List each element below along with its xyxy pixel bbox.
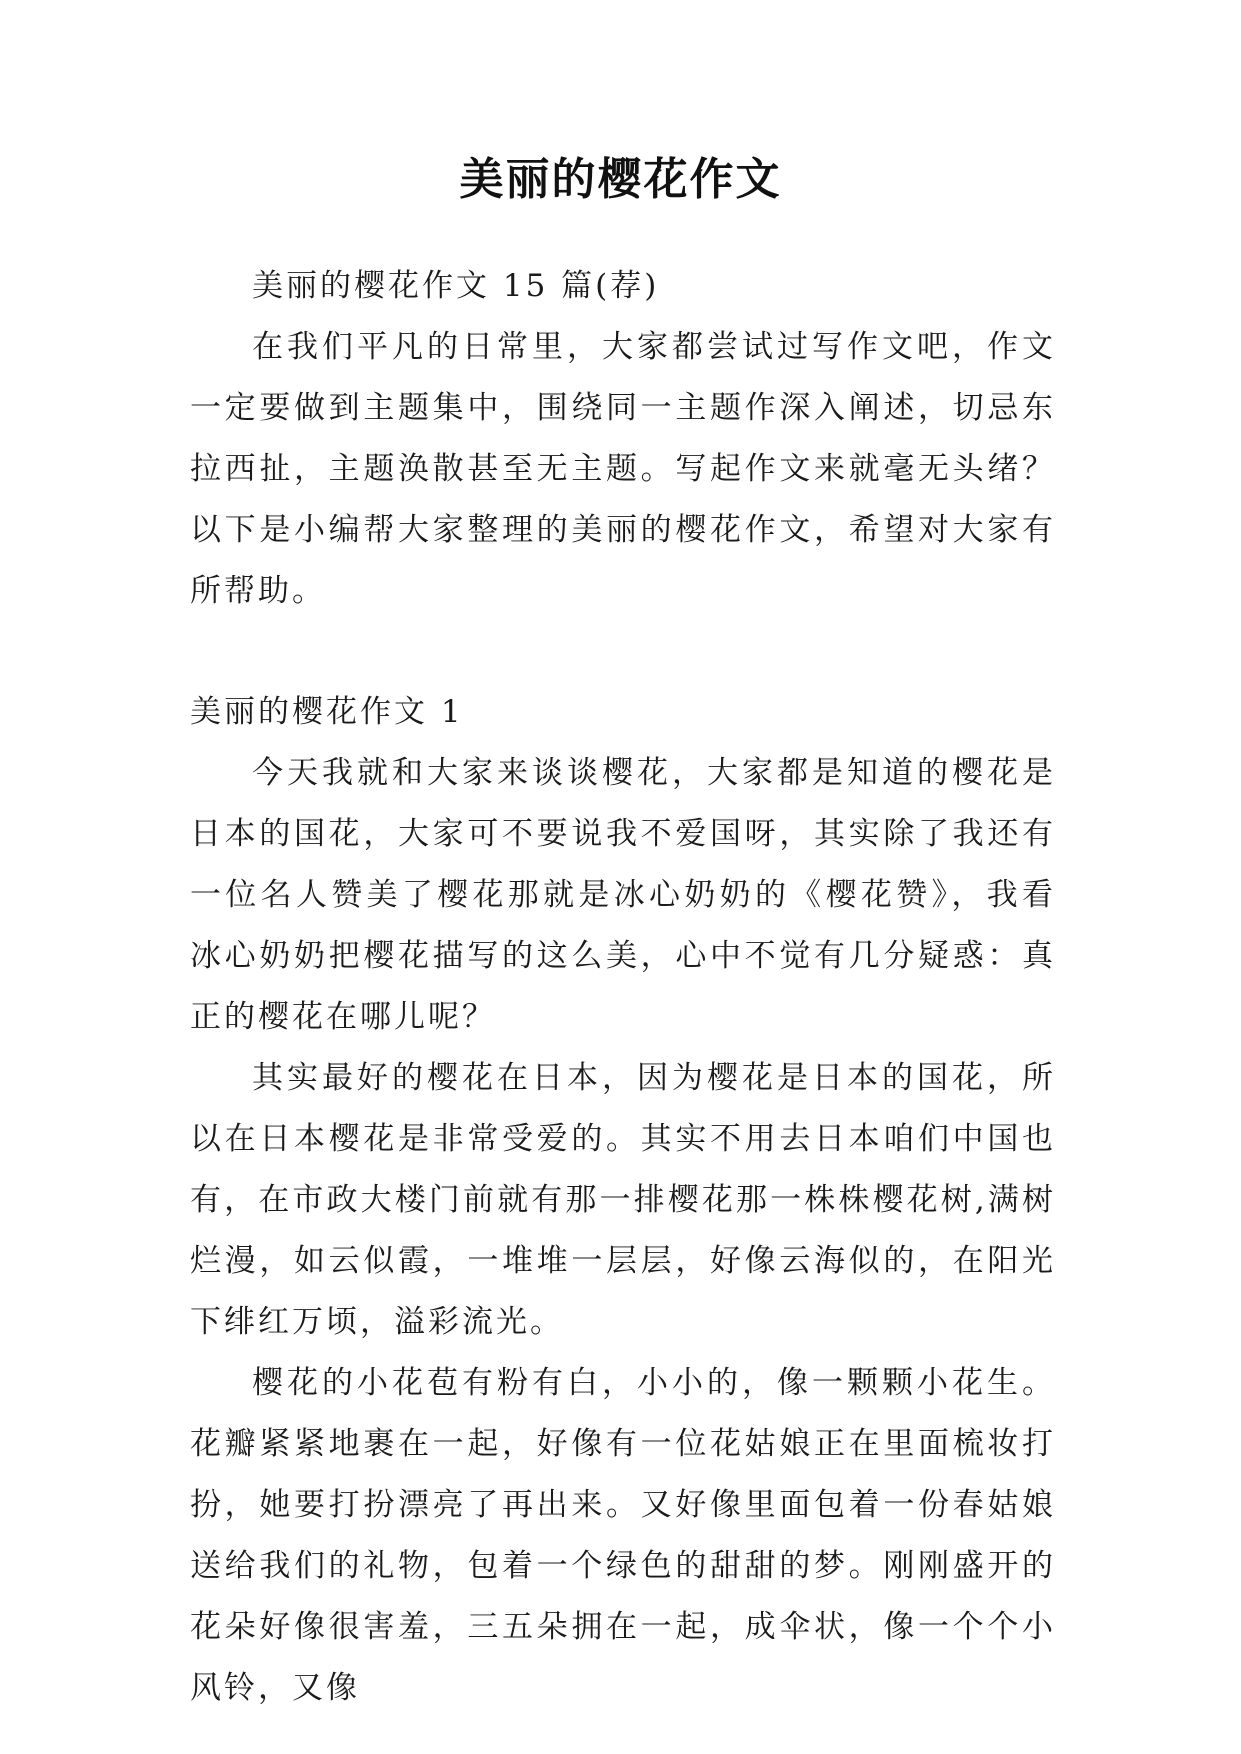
body-paragraph-1: 今天我就和大家来谈谈樱花，大家都是知道的樱花是日本的国花，大家可不要说我不爱国呀，其实除了我还有一位名人赞美了樱花那就是冰心奶奶的《樱花赞》，我看冰心奶奶把樱花描写的这么美，心中不觉有几分疑惑：真正的樱花在哪儿呢？	[190, 755, 1056, 1035]
document-title: 美丽的樱花作文	[459, 154, 782, 205]
section-heading: 美丽的樱花作文 1	[190, 694, 464, 730]
section-spacer	[190, 622, 1056, 682]
body-paragraph-3: 樱花的小花苞有粉有白，小小的，像一颗颗小花生。花瓣紧紧地裹在一起，好像有一位花姑娘正在里面梳妆打扮，她要打扮漂亮了再出来。又好像里面包着一份春姑娘送给我们的礼物，包着一个绿色的甜甜的梦。刚刚盛开的花朵好像很害羞，三五朵拥在一起，成伞状，像一个个小风铃，又像	[190, 1365, 1056, 1706]
subtitle-line: 美丽的樱花作文 15 篇(荐)	[252, 268, 660, 304]
body-paragraph-2: 其实最好的樱花在日本，因为樱花是日本的国花，所以在日本樱花是非常受爱的。其实不用去日本咱们中国也有，在市政大楼门前就有那一排樱花那一株株樱花树,满树烂漫，如云似霞，一堆堆一层层，好像云海似的，在阳光下绯红万顷，溢彩流光。	[190, 1060, 1056, 1340]
document-body	[190, 256, 1056, 1719]
intro-paragraph: 在我们平凡的日常里，大家都尝试过写作文吧，作文一定要做到主题集中，围绕同一主题作深入阐述，切忌东拉西扯，主题涣散甚至无主题。写起作文来就毫无头绪？以下是小编帮大家整理的美丽的樱花作文，希望对大家有所帮助。	[190, 329, 1056, 609]
